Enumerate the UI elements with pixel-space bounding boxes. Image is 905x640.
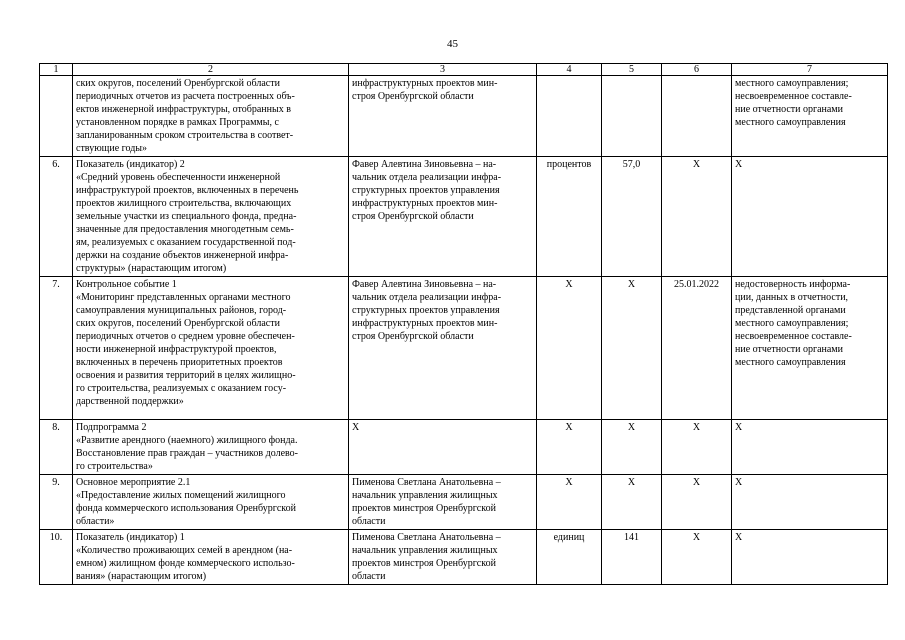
text-line: ние отчетности органами xyxy=(735,104,843,115)
target-value xyxy=(602,76,662,157)
target-value: Х xyxy=(602,475,662,530)
responsible-person xyxy=(349,157,537,277)
text-line: Х xyxy=(735,422,743,433)
text-line: запланированным сроком строительства в соответ- xyxy=(76,130,294,141)
deadline-date: Х xyxy=(662,420,732,475)
item-description xyxy=(73,530,349,585)
text-line: структуры» (нарастающим итогом) xyxy=(76,263,227,274)
text-line: самоуправления муниципальных районов, город- xyxy=(76,305,287,316)
text-line: чальник отдела реализации инфра- xyxy=(352,172,502,183)
table-row xyxy=(40,157,888,277)
column-number: 5 xyxy=(602,64,662,76)
table-row xyxy=(40,420,888,475)
text-line: установленном порядке в рамках Программы, с xyxy=(76,117,279,128)
text-line: ции, данных в отчетности, xyxy=(735,292,849,303)
row-number: 6. xyxy=(40,157,73,277)
text-line: местного самоуправления; xyxy=(735,318,849,329)
table-row xyxy=(40,530,888,585)
text-line: Х xyxy=(735,159,743,170)
text-line: ских округов, поселений Оренбургской области xyxy=(76,318,280,329)
item-description xyxy=(73,420,349,475)
text-line: Показатель (индикатор) 1 xyxy=(76,532,185,543)
column-number: 7 xyxy=(732,64,888,76)
table-row xyxy=(40,277,888,420)
text-line: Х xyxy=(735,477,743,488)
item-description xyxy=(73,277,349,420)
text-line: дарственной поддержки» xyxy=(76,396,184,407)
row-number: 7. xyxy=(40,277,73,420)
text-line: «Средний уровень обеспеченности инженерной xyxy=(76,172,281,183)
text-line: Х xyxy=(352,422,360,433)
row-number: 10. xyxy=(40,530,73,585)
text-line: начальник управления жилищных xyxy=(352,545,498,556)
item-description xyxy=(73,475,349,530)
text-line: инфраструктурных проектов мин- xyxy=(352,78,498,89)
text-line: «Предоставление жилых помещений жилищного xyxy=(76,490,286,501)
text-line: периодичных отчетов о среднем уровне обеспечен- xyxy=(76,331,295,342)
column-number-row xyxy=(40,64,888,76)
column-number: 2 xyxy=(73,64,349,76)
column-number: 3 xyxy=(349,64,537,76)
text-line: ских округов, поселений Оренбургской области xyxy=(76,78,280,89)
text-line: емном) жилищном фонде коммерческого использо- xyxy=(76,558,295,569)
column-number: 4 xyxy=(537,64,602,76)
text-line: структурных проектов управления xyxy=(352,305,500,316)
risks-description xyxy=(732,475,888,530)
text-line: области xyxy=(352,516,386,527)
target-value: Х xyxy=(602,277,662,420)
responsible-person xyxy=(349,277,537,420)
text-line: чальник отдела реализации инфра- xyxy=(352,292,502,303)
text-line: ние отчетности органами xyxy=(735,344,843,355)
text-line: строя Оренбургской области xyxy=(352,331,474,342)
text-line: представленной органами xyxy=(735,305,846,316)
text-line: значенные для предоставления многодетным семь- xyxy=(76,224,294,235)
unit-of-measure: Х xyxy=(537,420,602,475)
deadline-date: 25.01.2022 xyxy=(662,277,732,420)
risks-description xyxy=(732,157,888,277)
text-line: освоения и развития территорий в целях жилищно- xyxy=(76,370,296,381)
row-number: 9. xyxy=(40,475,73,530)
responsible-person xyxy=(349,76,537,157)
text-line: земельные участки из специального фонда, предна- xyxy=(76,211,297,222)
text-line: «Количество проживающих семей в арендном (на- xyxy=(76,545,293,556)
text-line: Основное мероприятие 2.1 xyxy=(76,477,191,488)
column-number: 6 xyxy=(662,64,732,76)
text-line: инфраструктурных проектов мин- xyxy=(352,198,498,209)
unit-of-measure xyxy=(537,76,602,157)
text-line: проектов жилищного строительства, включающих xyxy=(76,198,292,209)
text-line: ности инженерной инфраструктурой проектов, xyxy=(76,344,277,355)
target-value: Х xyxy=(602,420,662,475)
text-line: инфраструктурных проектов мин- xyxy=(352,318,498,329)
text-line: ям, реализуемых с оказанием государственной под- xyxy=(76,237,296,248)
text-line: «Мониторинг представленных органами местного xyxy=(76,292,291,303)
item-description xyxy=(73,76,349,157)
text-line: недостоверность информа- xyxy=(735,279,851,290)
text-line: Пименова Светлана Анатольевна – xyxy=(352,532,501,543)
text-line: проектов минстроя Оренбургской xyxy=(352,503,496,514)
text-line: го строительства» xyxy=(76,461,153,472)
target-value: 57,0 xyxy=(602,157,662,277)
text-line: фонда коммерческого использования Оренбургской xyxy=(76,503,296,514)
text-line: Фавер Алевтина Зиновьевна – на- xyxy=(352,279,497,290)
table-row xyxy=(40,76,888,157)
responsible-person xyxy=(349,475,537,530)
deadline-date: Х xyxy=(662,530,732,585)
text-line: Х xyxy=(735,532,743,543)
deadline-date: Х xyxy=(662,157,732,277)
deadline-date xyxy=(662,76,732,157)
column-number: 1 xyxy=(40,64,73,76)
text-line: «Развитие арендного (наемного) жилищного фонда. xyxy=(76,435,298,446)
text-line: несвоевременное составле- xyxy=(735,91,852,102)
text-line: Подпрограмма 2 xyxy=(76,422,147,433)
text-line: Восстановление прав граждан – участников долево- xyxy=(76,448,298,459)
text-line: местного самоуправления; xyxy=(735,78,849,89)
item-description xyxy=(73,157,349,277)
target-value: 141 xyxy=(602,530,662,585)
text-line: вания» (нарастающим итогом) xyxy=(76,571,207,582)
responsible-person xyxy=(349,420,537,475)
unit-of-measure: единиц xyxy=(537,530,602,585)
risks-description xyxy=(732,76,888,157)
text-line: ствующие годы» xyxy=(76,143,148,154)
text-line: го строительства, реализуемых с оказанием госу- xyxy=(76,383,287,394)
text-line: Контрольное событие 1 xyxy=(76,279,177,290)
table-row xyxy=(40,475,888,530)
table-body xyxy=(40,64,888,585)
unit-of-measure: Х xyxy=(537,475,602,530)
text-line: проектов минстроя Оренбургской xyxy=(352,558,496,569)
text-line: периодичных отчетов из расчета построенных объ- xyxy=(76,91,295,102)
text-line: ектов инженерной инфраструктуры, отобранных в xyxy=(76,104,291,115)
row-number xyxy=(40,76,73,157)
risks-description xyxy=(732,277,888,420)
program-table xyxy=(39,63,888,585)
text-line: строя Оренбургской области xyxy=(352,211,474,222)
text-line: строя Оренбургской области xyxy=(352,91,474,102)
row-number: 8. xyxy=(40,420,73,475)
text-line: инфраструктурой проектов, включенных в перечень xyxy=(76,185,299,196)
risks-description xyxy=(732,530,888,585)
text-line: включенных в перечень приоритетных проектов xyxy=(76,357,283,368)
risks-description xyxy=(732,420,888,475)
text-line: Показатель (индикатор) 2 xyxy=(76,159,185,170)
text-line: начальник управления жилищных xyxy=(352,490,498,501)
text-line: местного самоуправления xyxy=(735,357,846,368)
page-number: 45 xyxy=(447,38,458,50)
text-line: Фавер Алевтина Зиновьевна – на- xyxy=(352,159,497,170)
text-line: области» xyxy=(76,516,115,527)
text-line: держки на создание объектов инженерной инфра- xyxy=(76,250,289,261)
unit-of-measure: процентов xyxy=(537,157,602,277)
unit-of-measure: Х xyxy=(537,277,602,420)
deadline-date: Х xyxy=(662,475,732,530)
responsible-person xyxy=(349,530,537,585)
text-line: несвоевременное составле- xyxy=(735,331,852,342)
text-line: области xyxy=(352,571,386,582)
text-line: местного самоуправления xyxy=(735,117,846,128)
text-line: Пименова Светлана Анатольевна – xyxy=(352,477,501,488)
text-line: структурных проектов управления xyxy=(352,185,500,196)
